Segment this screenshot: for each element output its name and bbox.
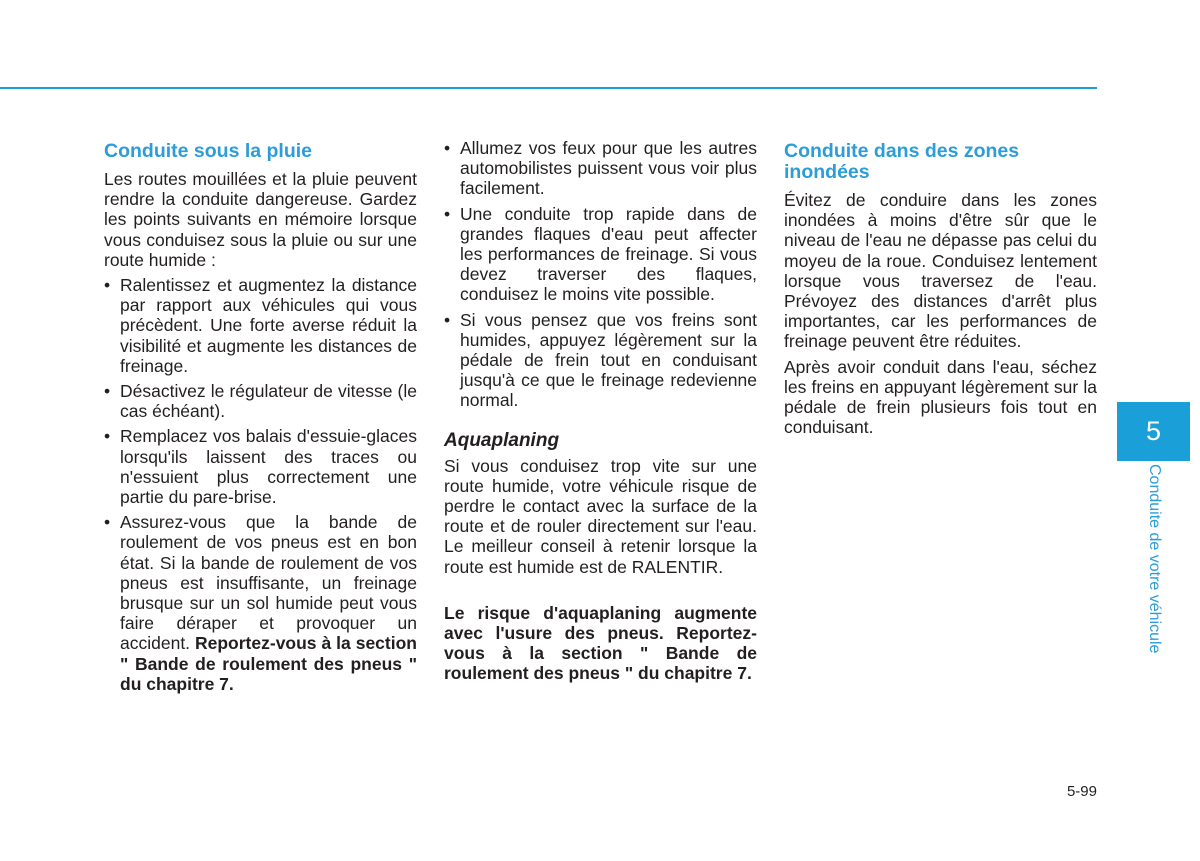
- heading-flooded-areas: Conduite dans des zones inondées: [784, 140, 1020, 183]
- list-item: [104, 512, 417, 694]
- chapter-title-vertical: Conduite de votre véhicule: [1146, 464, 1163, 654]
- rain-intro-paragraph: Les routes mouillées et la pluie peuvent rendre la conduite dangereuse. Gardez les points suivants en mémoire lorsque vous conduisez sous la pluie ou sur une route humide :: [104, 169, 417, 270]
- flooded-paragraph-1: Évitez de conduire dans les zones inondées à moins d'être sûr que le niveau de l'eau ne dépasse pas celui du moyeu de la roue. Conduisez lentement lorsque vous traversez de l'eau. Prévoyez des distances d'arrêt plus importantes, car les performances de freinage peuvent être réduites.: [784, 190, 1097, 352]
- chapter-number-tab: 5: [1117, 402, 1190, 461]
- rain-bullet-list-continued: [444, 138, 757, 411]
- tread-bullet-reference: Reportez-vous à la section " Bande de roulement des pneus " du chapitre 7.: [120, 633, 417, 694]
- list-item: • Allumez vos feux pour que les autres automobilistes puissent vous voir plus facilement.: [444, 138, 757, 199]
- column-left: [104, 138, 417, 699]
- list-item: • Une conduite trop rapide dans de grandes flaques d'eau peut affecter les performances de freinage. Si vous devez traverser des flaques, conduisez le moins vite possible.: [444, 204, 757, 305]
- column-middle: [444, 138, 757, 689]
- tread-bullet-text: Assurez-vous que la bande de roulement de vos pneus est en bon état. Si la bande de roulement de vos pneus est insuffisante, un freinage brusque sur un sol humide peut vous faire déraper et provoquer un accident.: [120, 512, 417, 654]
- list-item: • Désactivez le régulateur de vitesse (le cas échéant).: [104, 381, 417, 421]
- list-item: • Si vous pensez que vos freins sont humides, appuyez légèrement sur la pédale de frein tout en conduisant jusqu'à ce que le freinage redevienne normal.: [444, 310, 757, 411]
- heading-rain-driving: Conduite sous la pluie: [104, 140, 313, 162]
- aquaplaning-bold-note: Le risque d'aquaplaning augmente avec l'usure des pneus. Reportez-vous à la section " Bande de roulement des pneus " du chapitre 7.: [444, 602, 757, 684]
- heading-aquaplaning: Aquaplaning: [444, 429, 560, 451]
- rain-bullet-list: [104, 275, 417, 694]
- list-item: • Remplacez vos balais d'essuie-glaces lorsqu'ils laissent des traces ou n'essuient plus correctement une partie du pare-brise.: [104, 426, 417, 507]
- aquaplaning-paragraph: Si vous conduisez trop vite sur une route humide, votre véhicule risque de perdre le contact avec la surface de la route et de rouler directement sur l'eau. Le meilleur conseil à retenir lorsque la route est humide est de RALENTIR.: [444, 455, 757, 577]
- column-right: [784, 138, 1097, 442]
- page-number: 5-99: [1066, 783, 1097, 800]
- flooded-paragraph-2: Après avoir conduit dans l'eau, séchez les freins en appuyant légèrement sur la pédale de frein plusieurs fois tout en conduisant.: [784, 356, 1097, 438]
- list-item: • Ralentissez et augmentez la distance par rapport aux véhicules qui vous précèdent. Une forte averse réduit la visibilité et augmente les distances de freinage.: [104, 275, 417, 376]
- top-rule: [0, 87, 1097, 89]
